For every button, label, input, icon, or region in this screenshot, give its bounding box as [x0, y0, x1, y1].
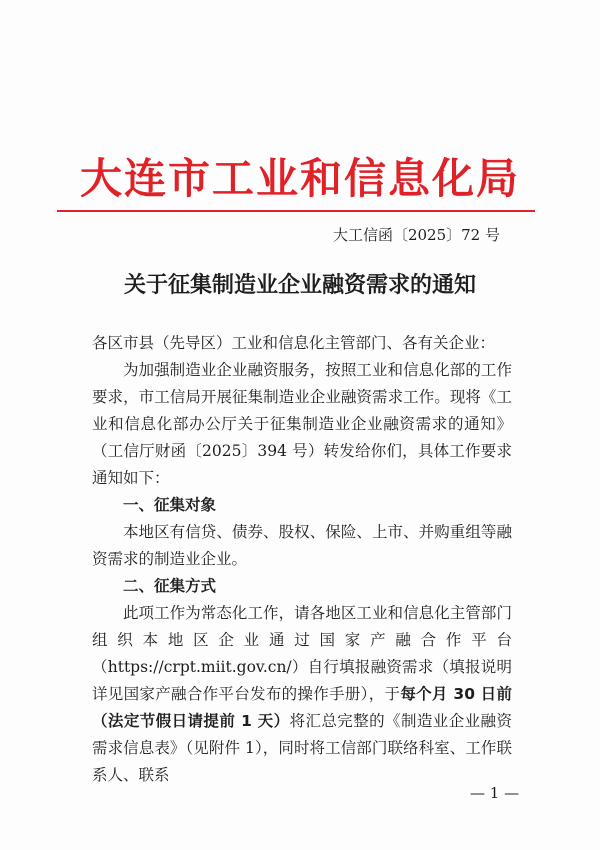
- document-title: 关于征集制造业企业融资需求的通知: [123, 273, 476, 298]
- section-1-heading: 一、征集对象: [123, 496, 217, 514]
- deadline-emphasis: 每个月 30 日前（法定节假日请提前 1 天）: [92, 685, 512, 730]
- document-number: 大工信函〔2025〕72 号: [332, 226, 500, 244]
- section-2-heading: 二、征集方式: [123, 577, 217, 595]
- intro-paragraph: 为加强制造业企业融资服务，按照工业和信息化部的工作要求，市工信局开展征集制造业企业融资需求工作。现将《工业和信息化部办公厅关于征集制造业企业融资需求的通知》（工信厅财函〔2025〕394 号）转发给你们，具体工作要求通知如下：: [92, 361, 512, 487]
- organization-header: 大连市工业和信息化局: [79, 154, 520, 203]
- header-divider: [57, 210, 535, 212]
- section-2-text-start: 此项工作为常态化工作，请各地区工业和信息化主管部门组织本地区企业通过国家产融合作平台（https://crpt.miit.gov.cn/）自行填报融资需求（填报说明详见国家产融合作平台发布的操作手册），于: [92, 604, 512, 703]
- section-1-text: 本地区有信贷、债券、股权、保险、上市、并购重组等融资需求的制造业企业。: [92, 523, 512, 568]
- salutation: 各区市县（先导区）工业和信息化主管部门、各有关企业：: [92, 334, 496, 352]
- section-2-text: [92, 600, 512, 789]
- section-2-text-end: 将汇总完整的《制造业企业融资需求信息表》（见附件 1），同时将工信部门联络科室、工作联系人、联系: [92, 712, 512, 784]
- page-number: — 1 —: [470, 784, 520, 802]
- document-body: [92, 330, 512, 789]
